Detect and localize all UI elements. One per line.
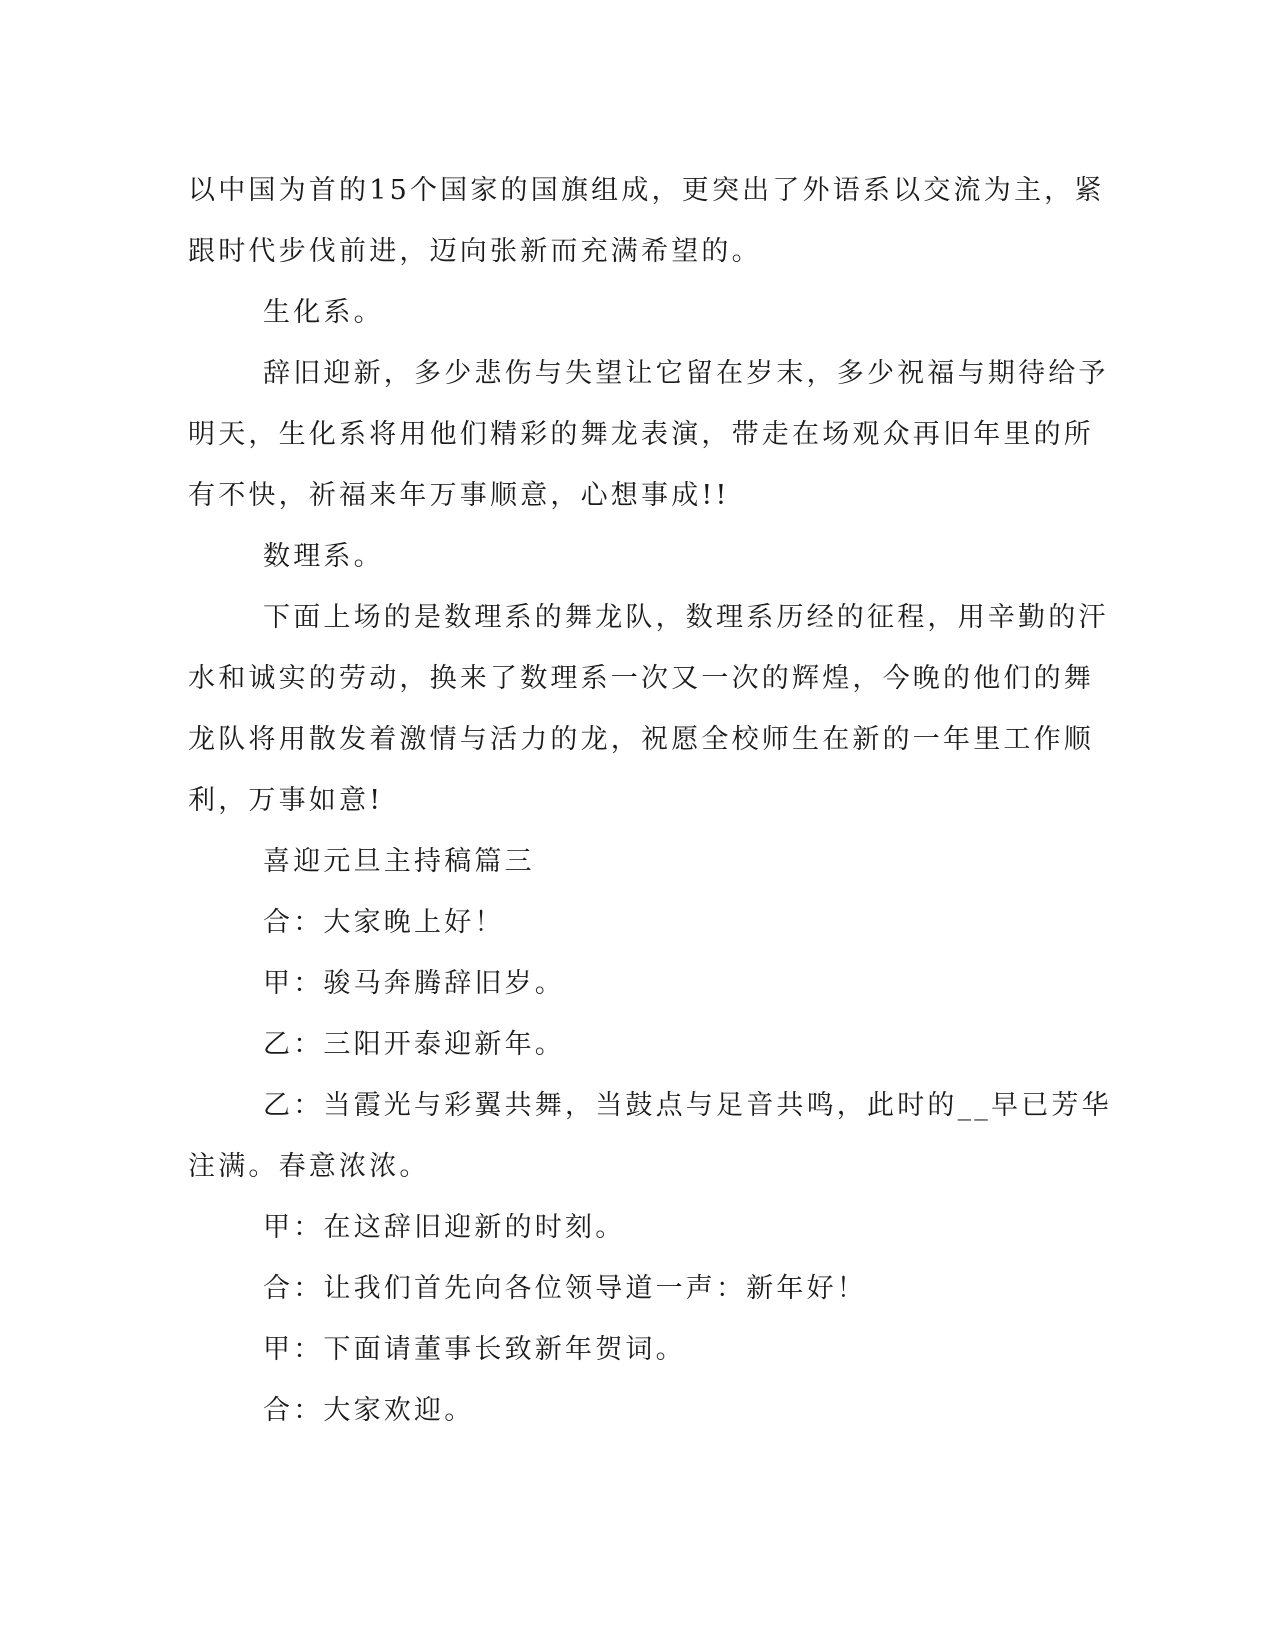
paragraph-line: 水和诚实的劳动，换来了数理系一次又一次的辉煌，今晚的他们的舞: [188, 663, 1094, 694]
paragraph-line: 明天，生化系将用他们精彩的舞龙表演，带走在场观众再旧年里的所: [188, 419, 1094, 450]
paragraph-line: 有不快，祈福来年万事顺意，心想事成!!: [188, 480, 730, 511]
dialogue-line: 甲：骏马奔腾辞旧岁。: [263, 968, 565, 999]
dialogue-line: 合：大家晚上好！: [263, 907, 505, 938]
paragraph-line: 利，万事如意!: [188, 785, 384, 816]
dialogue-line: 乙：当霞光与彩翼共舞，当鼓点与足音共鸣，此时的__早已芳华: [263, 1090, 1112, 1121]
document-body: [188, 160, 1112, 1441]
paragraph-line: 跟时代步伐前进，迈向张新而充满希望的。: [188, 236, 762, 267]
paragraph-line: 下面上场的是数理系的舞龙队，数理系历经的征程，用辛勤的汗: [263, 602, 1109, 633]
dialogue-line: 甲：下面请董事长致新年贺词。: [263, 1334, 686, 1365]
section-heading: 生化系。: [263, 297, 384, 328]
paragraph-line: 辞旧迎新，多少悲伤与失望让它留在岁末，多少祝福与期待给予: [263, 358, 1109, 389]
dialogue-line: 注满。春意浓浓。: [188, 1151, 430, 1182]
dialogue-line: 乙：三阳开泰迎新年。: [263, 1029, 565, 1060]
dialogue-line: 甲：在这辞旧迎新的时刻。: [263, 1212, 626, 1243]
section-heading: 数理系。: [263, 541, 384, 572]
paragraph-line: 以中国为首的15个国家的国旗组成，更突出了外语系以交流为主，紧: [188, 175, 1105, 206]
section-title: 喜迎元旦主持稿篇三: [263, 846, 535, 877]
paragraph-line: 龙队将用散发着激情与活力的龙，祝愿全校师生在新的一年里工作顺: [188, 724, 1094, 755]
dialogue-line: 合：大家欢迎。: [263, 1395, 475, 1426]
dialogue-line: 合：让我们首先向各位领导道一声：新年好！: [263, 1273, 867, 1304]
